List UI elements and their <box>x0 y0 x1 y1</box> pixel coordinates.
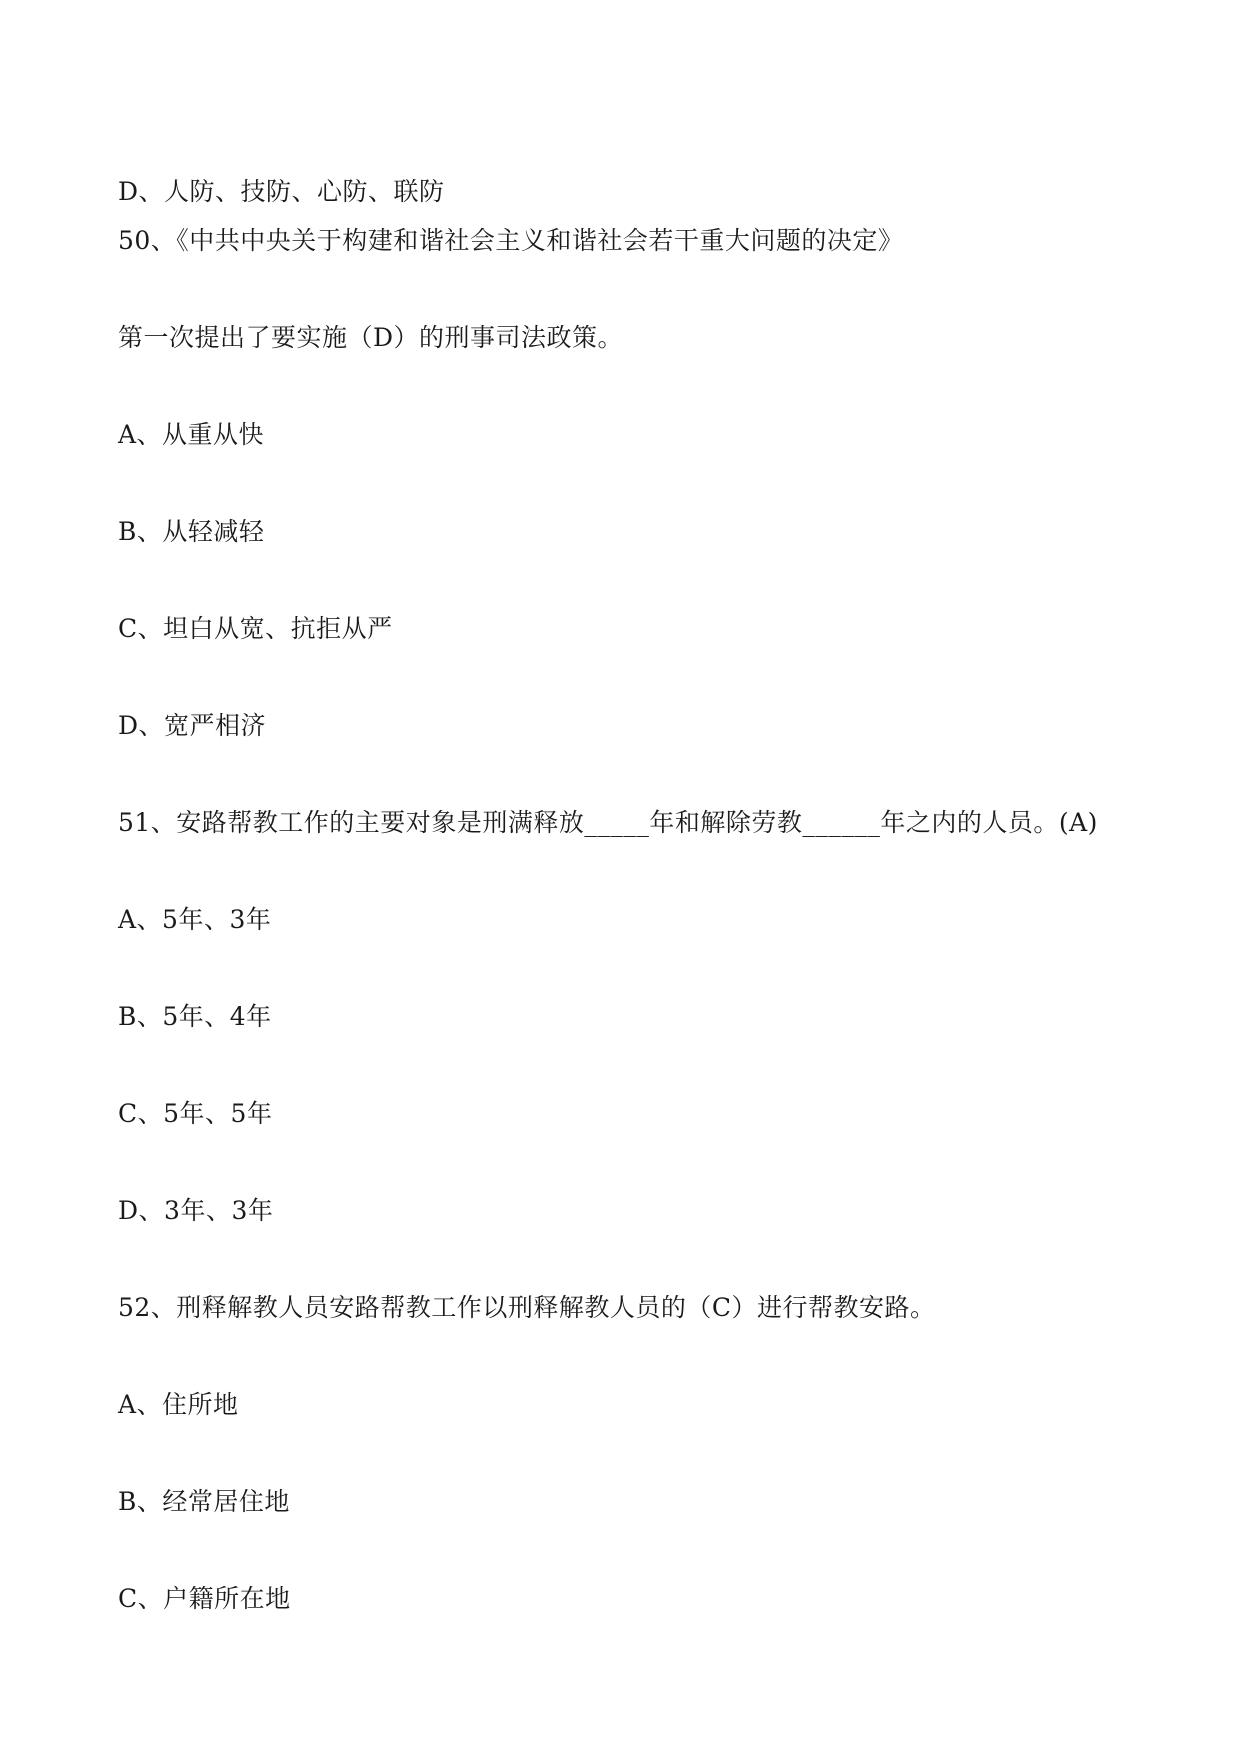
q51-option-d: D、3年、3年 <box>118 1196 274 1225</box>
q50-option-c: C、坦白从宽、抗拒从严 <box>118 614 393 643</box>
q50-option-a: A、从重从快 <box>118 420 265 449</box>
q51-option-b: B、5年、4年 <box>118 1002 272 1031</box>
q51-option-c: C、5年、5年 <box>118 1099 273 1128</box>
q51-question: 51、安路帮教工作的主要对象是刑满释放_____年和解除劳教______年之内的人员。(A) <box>118 808 1098 837</box>
q50-question-line-1: 50、《中共中央关于构建和谐社会主义和谐社会若干重大问题的决定》 <box>118 226 904 255</box>
q51-option-a: A、5年、3年 <box>118 905 272 934</box>
q50-question-line-2: 第一次提出了要实施（D）的刑事司法政策。 <box>118 323 624 352</box>
q50-option-b: B、从轻减轻 <box>118 517 265 546</box>
q49-option-d: D、人防、技防、心防、联防 <box>118 177 445 206</box>
q52-option-c: C、户籍所在地 <box>118 1584 291 1613</box>
q52-question: 52、刑释解教人员安路帮教工作以刑释解教人员的（C）进行帮教安路。 <box>118 1293 936 1322</box>
q52-option-b: B、经常居住地 <box>118 1487 290 1516</box>
q52-option-a: A、住所地 <box>118 1390 239 1419</box>
q50-option-d: D、宽严相济 <box>118 711 267 740</box>
